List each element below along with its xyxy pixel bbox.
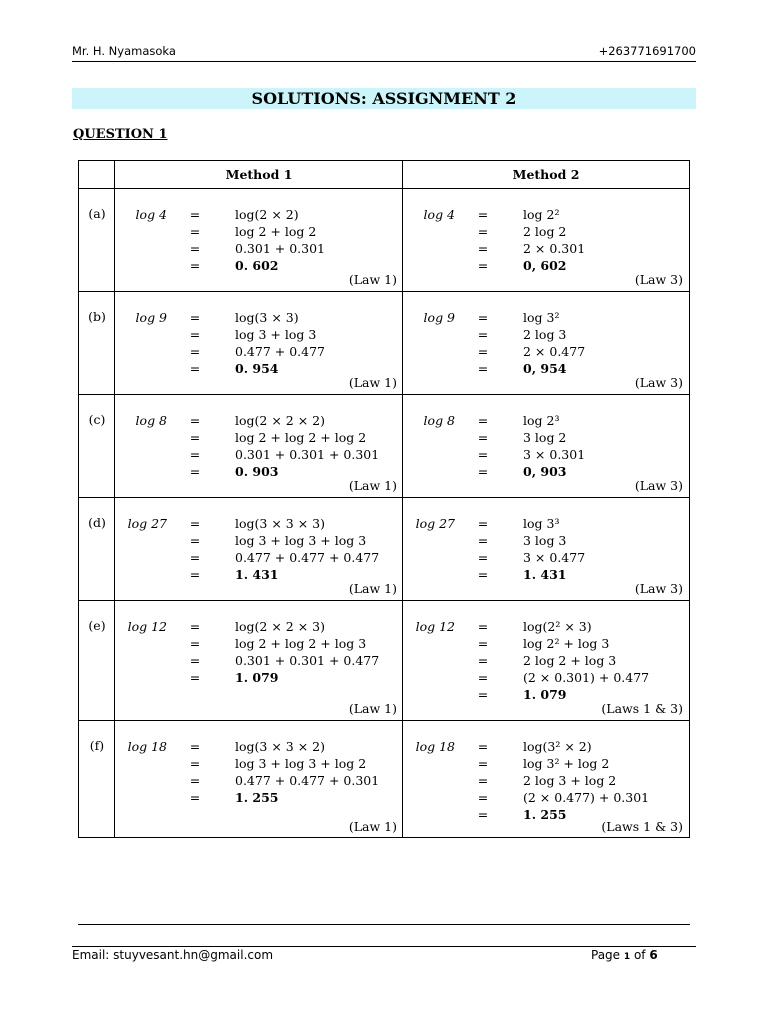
m2-law-note: (Law 3) [634, 375, 683, 390]
m2-equals-sign: = [477, 619, 489, 634]
m2-equals-sign: = [477, 533, 489, 548]
question-heading: QUESTION 1 [73, 127, 168, 142]
footer-email: Email: stuyvesant.hn@gmail.com [72, 948, 274, 962]
m2-lhs-divider [469, 161, 470, 837]
m1-equals-sign: = [189, 550, 201, 565]
page-of: of [630, 948, 650, 962]
m1-equals-sign: = [189, 653, 201, 668]
m1-equals-sign: = [189, 344, 201, 359]
m1-step: log 3 + log 3 + log 3 [235, 533, 367, 548]
m1-step: 0.301 + 0.301 + 0.477 [235, 653, 380, 668]
table-row [79, 498, 689, 601]
phone-number: +263771691700 [598, 44, 696, 58]
m2-equals-sign: = [477, 807, 489, 822]
part-label: (d) [88, 515, 106, 530]
m2-step: 1. 431 [523, 567, 567, 582]
method1-header: Method 1 [225, 167, 293, 182]
m2-step: log 2² + log 3 [523, 636, 610, 651]
m2-law-note: (Law 3) [634, 478, 683, 493]
footer-rule [72, 946, 696, 947]
m1-equals-sign: = [189, 636, 201, 651]
label-column-divider [114, 161, 115, 837]
m2-equals-sign: = [477, 670, 489, 685]
m1-equals-sign: = [189, 756, 201, 771]
m2-step: 2 log 2 [523, 224, 567, 239]
m1-equals-sign: = [189, 619, 201, 634]
m2-equals-sign: = [477, 653, 489, 668]
m1-equals-sign: = [189, 327, 201, 342]
m1-step: log 2 + log 2 [235, 224, 317, 239]
m2-law-note: (Law 3) [634, 272, 683, 287]
m1-step: log 2 + log 2 + log 3 [235, 636, 367, 651]
m2-lhs: log 12 [415, 619, 455, 634]
m1-step: 0.301 + 0.301 + 0.301 [235, 447, 380, 462]
m1-lhs: log 18 [127, 739, 167, 754]
m1-equals-sign: = [189, 739, 201, 754]
page-prefix: Page [591, 948, 624, 962]
m2-step: 3 log 2 [523, 430, 567, 445]
m2-equals-sign: = [477, 224, 489, 239]
header-rule [72, 61, 696, 62]
table-header [79, 161, 689, 189]
m1-step: 1. 255 [235, 790, 279, 805]
m1-law-note: (Law 1) [348, 478, 397, 493]
m2-equals-sign: = [477, 790, 489, 805]
m2-equals-sign: = [477, 447, 489, 462]
m1-step: log 3 + log 3 + log 2 [235, 756, 367, 771]
m2-equals-sign: = [477, 756, 489, 771]
m2-equals-sign: = [477, 361, 489, 376]
m2-lhs: log 8 [423, 413, 455, 428]
m2-equals-sign: = [477, 207, 489, 222]
m2-equals-sign: = [477, 310, 489, 325]
part-label: (f) [89, 738, 105, 753]
m2-step: log 2³ [523, 413, 560, 428]
m1-equals-sign: = [189, 241, 201, 256]
m2-equals-sign: = [477, 773, 489, 788]
footer-rule-upper [78, 924, 690, 925]
m1-step: 0. 903 [235, 464, 279, 479]
m2-equals-sign: = [477, 327, 489, 342]
m1-law-note: (Law 1) [348, 819, 397, 834]
m1-lhs: log 4 [135, 207, 167, 222]
m2-lhs: log 27 [415, 516, 455, 531]
m1-equals-sign: = [189, 430, 201, 445]
m2-step: (2 × 0.477) + 0.301 [523, 790, 650, 805]
page-indicator [591, 948, 658, 962]
part-label: (c) [88, 412, 106, 427]
m1-equals-sign: = [189, 413, 201, 428]
m1-equals-sign: = [189, 447, 201, 462]
m2-equals-sign: = [477, 464, 489, 479]
m2-step: log 3² + log 2 [523, 756, 610, 771]
m1-lhs: log 12 [127, 619, 167, 634]
m1-step: 0.477 + 0.477 + 0.477 [235, 550, 380, 565]
m1-equals-sign: = [189, 567, 201, 582]
m1-law-note: (Law 1) [348, 375, 397, 390]
page-header [72, 44, 696, 58]
page-total: 6 [649, 948, 658, 962]
m2-lhs: log 18 [415, 739, 455, 754]
m1-step: 1. 431 [235, 567, 279, 582]
m1-equals-sign: = [189, 790, 201, 805]
m1-equals-sign: = [189, 533, 201, 548]
m1-equals-sign: = [189, 773, 201, 788]
m2-equals-sign: = [477, 550, 489, 565]
page-title: SOLUTIONS: ASSIGNMENT 2 [72, 88, 696, 109]
m1-step: log(3 × 3) [235, 310, 299, 325]
m1-step: log(2 × 2) [235, 207, 299, 222]
m2-step: log(2² × 3) [523, 619, 592, 634]
m1-equals-sign: = [189, 670, 201, 685]
m1-step: 0.301 + 0.301 [235, 241, 325, 256]
m1-step: 0. 954 [235, 361, 279, 376]
m1-equals-sign: = [189, 258, 201, 273]
method2-header: Method 2 [512, 167, 580, 182]
m1-equals-sign: = [189, 361, 201, 376]
m1-step: log 3 + log 3 [235, 327, 317, 342]
m1-step: log(2 × 2 × 3) [235, 619, 325, 634]
m2-equals-sign: = [477, 241, 489, 256]
m2-step: 1. 255 [523, 807, 567, 822]
m2-step: 2 log 3 + log 2 [523, 773, 617, 788]
m1-step: 0. 602 [235, 258, 279, 273]
m2-step: log 3³ [523, 516, 560, 531]
m2-step: 2 × 0.477 [523, 344, 586, 359]
m2-equals-sign: = [477, 636, 489, 651]
m1-law-note: (Law 1) [348, 581, 397, 596]
m1-lhs: log 9 [135, 310, 167, 325]
m1-step: log(3 × 3 × 2) [235, 739, 325, 754]
author-name: Mr. H. Nyamasoka [72, 44, 176, 58]
m2-law-note: (Law 3) [634, 581, 683, 596]
m2-equals-sign: = [477, 567, 489, 582]
m1-equals-sign: = [189, 464, 201, 479]
m2-step: 1. 079 [523, 687, 567, 702]
m1-lhs: log 27 [127, 516, 167, 531]
m1-step: log(2 × 2 × 2) [235, 413, 325, 428]
part-label: (e) [88, 618, 106, 633]
table-row [79, 395, 689, 498]
m2-step: 2 log 3 [523, 327, 567, 342]
m2-step: log 2² [523, 207, 560, 222]
m2-step: (2 × 0.301) + 0.477 [523, 670, 650, 685]
table-row [79, 721, 689, 839]
m2-equals-sign: = [477, 344, 489, 359]
m2-step: 0, 954 [523, 361, 567, 376]
m1-step: log 2 + log 2 + log 2 [235, 430, 367, 445]
m2-lhs: log 9 [423, 310, 455, 325]
m2-step: 3 × 0.301 [523, 447, 586, 462]
m2-step: 2 × 0.301 [523, 241, 586, 256]
m2-step: log(3² × 2) [523, 739, 592, 754]
method-divider [402, 161, 403, 837]
part-label: (a) [88, 206, 106, 221]
m1-equals-sign: = [189, 207, 201, 222]
m2-step: log 3² [523, 310, 560, 325]
m1-law-note: (Law 1) [348, 272, 397, 287]
table-row [79, 189, 689, 292]
m1-step: log(3 × 3 × 3) [235, 516, 325, 531]
m1-step: 0.477 + 0.477 + 0.301 [235, 773, 380, 788]
m2-equals-sign: = [477, 258, 489, 273]
m2-step: 2 log 2 + log 3 [523, 653, 617, 668]
m2-equals-sign: = [477, 516, 489, 531]
part-label: (b) [88, 309, 106, 324]
m1-lhs: log 8 [135, 413, 167, 428]
m1-law-note: (Law 1) [348, 701, 397, 716]
m2-step: 0, 602 [523, 258, 567, 273]
m2-equals-sign: = [477, 687, 489, 702]
m2-step: 3 log 3 [523, 533, 567, 548]
m1-step: 0.477 + 0.477 [235, 344, 325, 359]
m1-equals-sign: = [189, 310, 201, 325]
table-row [79, 292, 689, 395]
m1-lhs-divider [182, 161, 183, 837]
m2-law-note: (Laws 1 & 3) [601, 819, 683, 834]
table-row [79, 601, 689, 721]
m2-equals-sign: = [477, 739, 489, 754]
m2-equals-sign: = [477, 413, 489, 428]
page-number: 1 [623, 952, 631, 962]
m2-step: 0, 903 [523, 464, 567, 479]
m2-law-note: (Laws 1 & 3) [601, 701, 683, 716]
m1-equals-sign: = [189, 224, 201, 239]
m1-step: 1. 079 [235, 670, 279, 685]
m2-step: 3 × 0.477 [523, 550, 586, 565]
m2-lhs: log 4 [423, 207, 455, 222]
solutions-table [78, 160, 690, 838]
m1-equals-sign: = [189, 516, 201, 531]
m2-equals-sign: = [477, 430, 489, 445]
